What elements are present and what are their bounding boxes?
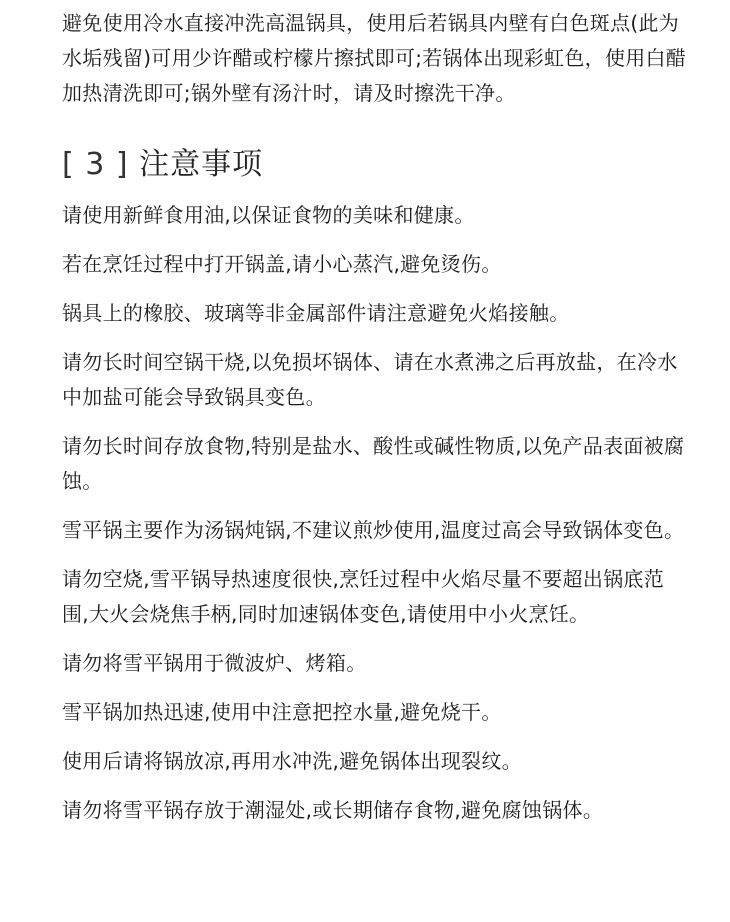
note-item: 若在烹饪过程中打开锅盖,请小心蒸汽,避免烫伤。 bbox=[62, 252, 502, 276]
section-heading bbox=[62, 145, 690, 185]
note-item: 请勿长时间存放食物,特别是盐水、酸性或碱性物质,以免产品表面被腐蚀。 bbox=[62, 434, 685, 493]
note-item: 雪平锅加热迅速,使用中注意把控水量,避免烧干。 bbox=[62, 700, 502, 724]
notes-list bbox=[62, 198, 690, 828]
section-number: [ 3 ] bbox=[62, 147, 129, 182]
intro-paragraph: 避免使用冷水直接冲洗高温锅具，使用后若锅具内壁有白色斑点(此为水垢残留)可用少许醋或柠檬片擦拭即可;若锅体出现彩虹色，使用白醋加热清洗即可;锅外壁有汤汁时，请及时擦洗干净。 bbox=[62, 11, 687, 105]
note-item: 雪平锅主要作为汤锅炖锅,不建议煎炒使用,温度过高会导致锅体变色。 bbox=[62, 518, 685, 542]
note-item: 锅具上的橡胶、玻璃等非金属部件请注意避免火焰接触。 bbox=[62, 301, 570, 325]
note-item: 请勿将雪平锅存放于潮湿处,或长期储存食物,避免腐蚀锅体。 bbox=[62, 798, 604, 822]
note-item: 请勿空烧,雪平锅导热速度很快,烹饪过程中火焰尽量不要超出锅底范围,大火会烧焦手柄,同时加速锅体变色,请使用中小火烹饪。 bbox=[62, 567, 665, 626]
section-title: 注意事项 bbox=[139, 147, 264, 182]
note-item: 使用后请将锅放凉,再用水冲洗,避免锅体出现裂纹。 bbox=[62, 749, 522, 773]
note-item: 请使用新鲜食用油,以保证食物的美味和健康。 bbox=[62, 203, 475, 227]
note-item: 请勿长时间空锅干烧,以免损坏锅体、请在水煮沸之后再放盐，在冷水中加盐可能会导致锅具变色。 bbox=[62, 350, 678, 409]
note-item: 请勿将雪平锅用于微波炉、烤箱。 bbox=[62, 651, 367, 675]
